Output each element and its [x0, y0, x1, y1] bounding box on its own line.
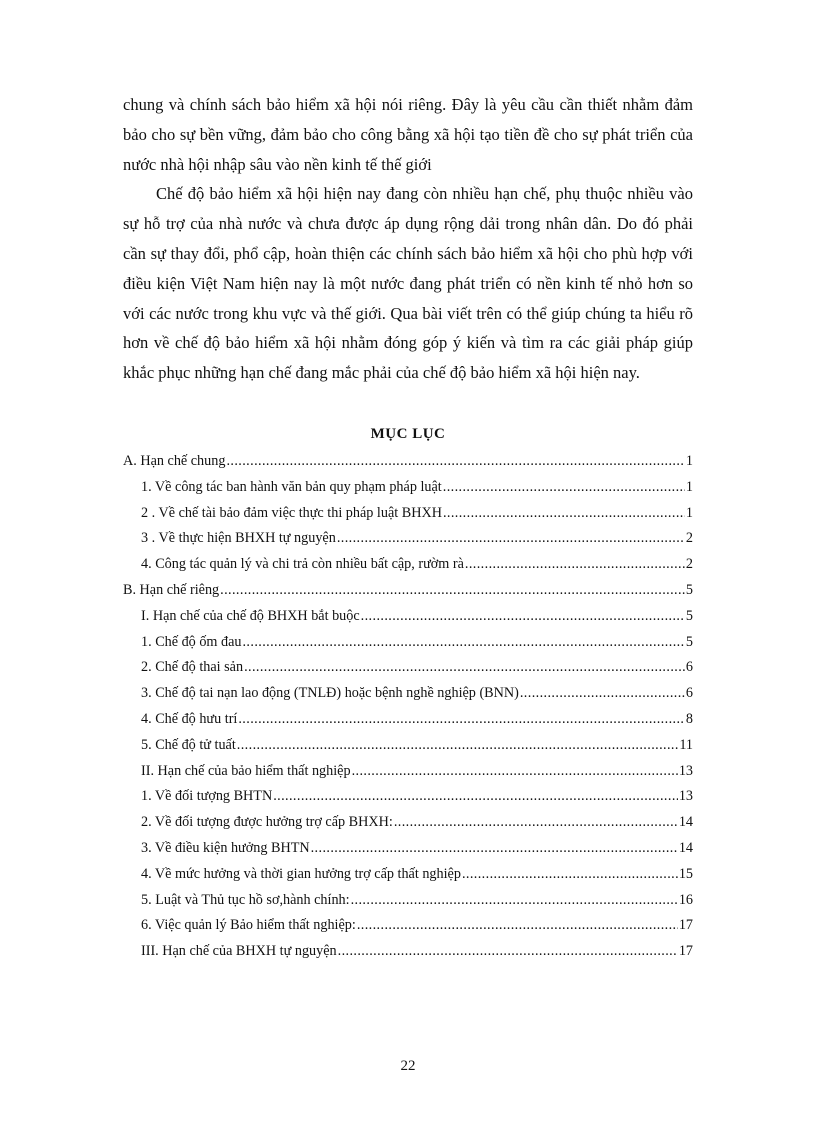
toc-leader-dots	[443, 479, 685, 496]
toc-entry-label: B. Hạn chế riêng	[123, 581, 220, 598]
toc-leader-dots	[242, 634, 684, 651]
toc-entry-page: 17	[678, 943, 693, 960]
toc-entry-label: 5. Luật và Thủ tục hồ sơ,hành chính:	[141, 891, 350, 908]
toc-leader-dots	[361, 608, 685, 625]
toc-entry-label: 2. Chế độ thai sản	[141, 659, 244, 676]
toc-entry-label: 3. Về điều kiện hưởng BHTN	[141, 839, 310, 856]
toc-entry-label: III. Hạn chế của BHXH tự nguyện	[141, 943, 337, 960]
toc-entry[interactable]	[123, 530, 693, 556]
toc-entry-label: 6. Việc quản lý Bảo hiểm thất nghiệp:	[141, 917, 356, 934]
toc-entry-label: 4. Về mức hưởng và thời gian hưởng trợ cấp thất nghiệp	[141, 865, 461, 882]
toc-entry-label: 1. Về đối tượng BHTN	[141, 788, 273, 805]
toc-entry-page: 17	[678, 917, 693, 934]
toc-leader-dots	[238, 711, 685, 728]
toc-entry-label: 4. Công tác quản lý và chi trả còn nhiều bất cập, rườm rà	[141, 556, 464, 573]
body-text	[123, 90, 693, 388]
page-number: 22	[400, 1058, 416, 1074]
toc-entry[interactable]	[123, 737, 693, 763]
toc-entry-label: 5. Chế độ tử tuất	[141, 736, 236, 753]
toc-entry-page: 1	[685, 504, 693, 521]
toc-entry-label: 2 . Về chế tài bảo đảm việc thực thi pháp luật BHXH	[141, 504, 442, 521]
toc-entry-label: 4. Chế độ hưu trí	[141, 710, 238, 727]
toc-entry-label: II. Hạn chế của bảo hiểm thất nghiệp	[141, 762, 351, 779]
toc-leader-dots	[244, 659, 685, 676]
toc-leader-dots	[352, 763, 678, 780]
toc-entry-page: 15	[678, 865, 693, 882]
toc-entry[interactable]	[123, 917, 693, 943]
toc-leader-dots	[237, 737, 679, 754]
toc-entry-label: 3. Chế độ tai nạn lao động (TNLĐ) hoặc bệnh nghề nghiệp (BNN)	[141, 685, 519, 702]
toc-leader-dots	[273, 788, 678, 805]
toc-leader-dots	[337, 530, 685, 547]
toc-entry-page: 1	[685, 453, 693, 469]
toc-entry-page: 13	[678, 788, 693, 805]
toc-leader-dots	[443, 505, 685, 522]
toc-entry[interactable]	[123, 582, 693, 608]
toc-entry-page: 5	[685, 633, 693, 650]
toc-entry-page: 6	[685, 659, 693, 676]
toc-entry[interactable]	[123, 659, 693, 685]
toc-leader-dots	[462, 866, 678, 883]
toc-entry-page: 8	[685, 710, 693, 727]
toc-entry[interactable]	[123, 943, 693, 969]
toc-leader-dots	[351, 892, 678, 909]
toc-entry-label: I. Hạn chế của chế độ BHXH bắt buộc	[141, 607, 360, 624]
toc-entry-label: 2. Về đối tượng được hưởng trợ cấp BHXH:	[141, 814, 393, 831]
toc-entry[interactable]	[123, 453, 693, 479]
toc-entry[interactable]	[123, 866, 693, 892]
toc-entry[interactable]	[123, 634, 693, 660]
toc-entry-label: 1. Chế độ ốm đau	[141, 633, 242, 650]
paragraph: chung và chính sách bảo hiểm xã hội nói riêng. Đây là yêu cầu cần thiết nhằm đảm bảo cho sự bền vững, đảm bảo cho công bằng xã hội tạo tiền đề cho sự phát triển của nước nhà hội nhập sâu vào nền kinh tế thế giới	[123, 95, 693, 174]
toc-entry-page: 6	[685, 685, 693, 702]
toc-entry-label: 3 . Về thực hiện BHXH tự nguyện	[141, 530, 336, 547]
paragraph: Chế độ bảo hiểm xã hội hiện nay đang còn nhiều hạn chế, phụ thuộc nhiều vào sự hỗ trợ của nhà nước và chưa được áp dụng rộng dải trong nhân dân. Do đó phải cần sự thay đổi, phổ cập, hoàn thiện các chính sách bảo hiểm xã hội cho phù hợp với điều kiện Việt Nam hiện nay là một nước đang phát triển có nền kinh tế nhỏ hơn so với các nước trong khu vực và thế giới. Qua bài viết trên có thể giúp chúng ta hiểu rõ hơn về chế độ bảo hiểm xã hội nhằm đóng góp ý kiến và tìm ra các giải pháp giúp khắc phục những hạn chế đang mắc phải của chế độ bảo hiểm xã hội hiện nay.	[123, 184, 693, 383]
toc-entry-page: 14	[678, 814, 693, 831]
table-of-contents	[123, 453, 693, 969]
toc-entry-page: 13	[678, 762, 693, 779]
toc-entry[interactable]	[123, 711, 693, 737]
toc-entry-page: 5	[685, 607, 693, 624]
toc-entry[interactable]	[123, 814, 693, 840]
toc-entry-page: 2	[685, 530, 693, 547]
toc-entry-page: 11	[679, 736, 693, 753]
toc-entry[interactable]	[123, 840, 693, 866]
toc-leader-dots	[465, 556, 685, 573]
toc-leader-dots	[338, 943, 678, 960]
toc-entry[interactable]	[123, 479, 693, 505]
toc-entry[interactable]	[123, 556, 693, 582]
toc-leader-dots	[220, 582, 685, 599]
toc-entry[interactable]	[123, 608, 693, 634]
toc-leader-dots	[520, 685, 685, 702]
toc-entry-page: 5	[685, 581, 693, 598]
toc-leader-dots	[394, 814, 678, 831]
toc-entry-page: 2	[685, 556, 693, 573]
toc-leader-dots	[226, 453, 684, 470]
toc-leader-dots	[311, 840, 678, 857]
toc-entry-page: 1	[685, 478, 693, 495]
toc-entry[interactable]	[123, 763, 693, 789]
toc-entry-label: 1. Về công tác ban hành văn bản quy phạm pháp luật	[141, 478, 442, 495]
toc-entry[interactable]	[123, 685, 693, 711]
toc-entry-label: A. Hạn chế chung	[123, 453, 226, 469]
toc-entry[interactable]	[123, 505, 693, 531]
toc-entry[interactable]	[123, 788, 693, 814]
toc-title: MỤC LỤC	[370, 426, 446, 442]
toc-entry[interactable]	[123, 892, 693, 918]
toc-entry-page: 14	[678, 839, 693, 856]
toc-entry-page: 16	[678, 891, 693, 908]
toc-leader-dots	[357, 917, 678, 934]
